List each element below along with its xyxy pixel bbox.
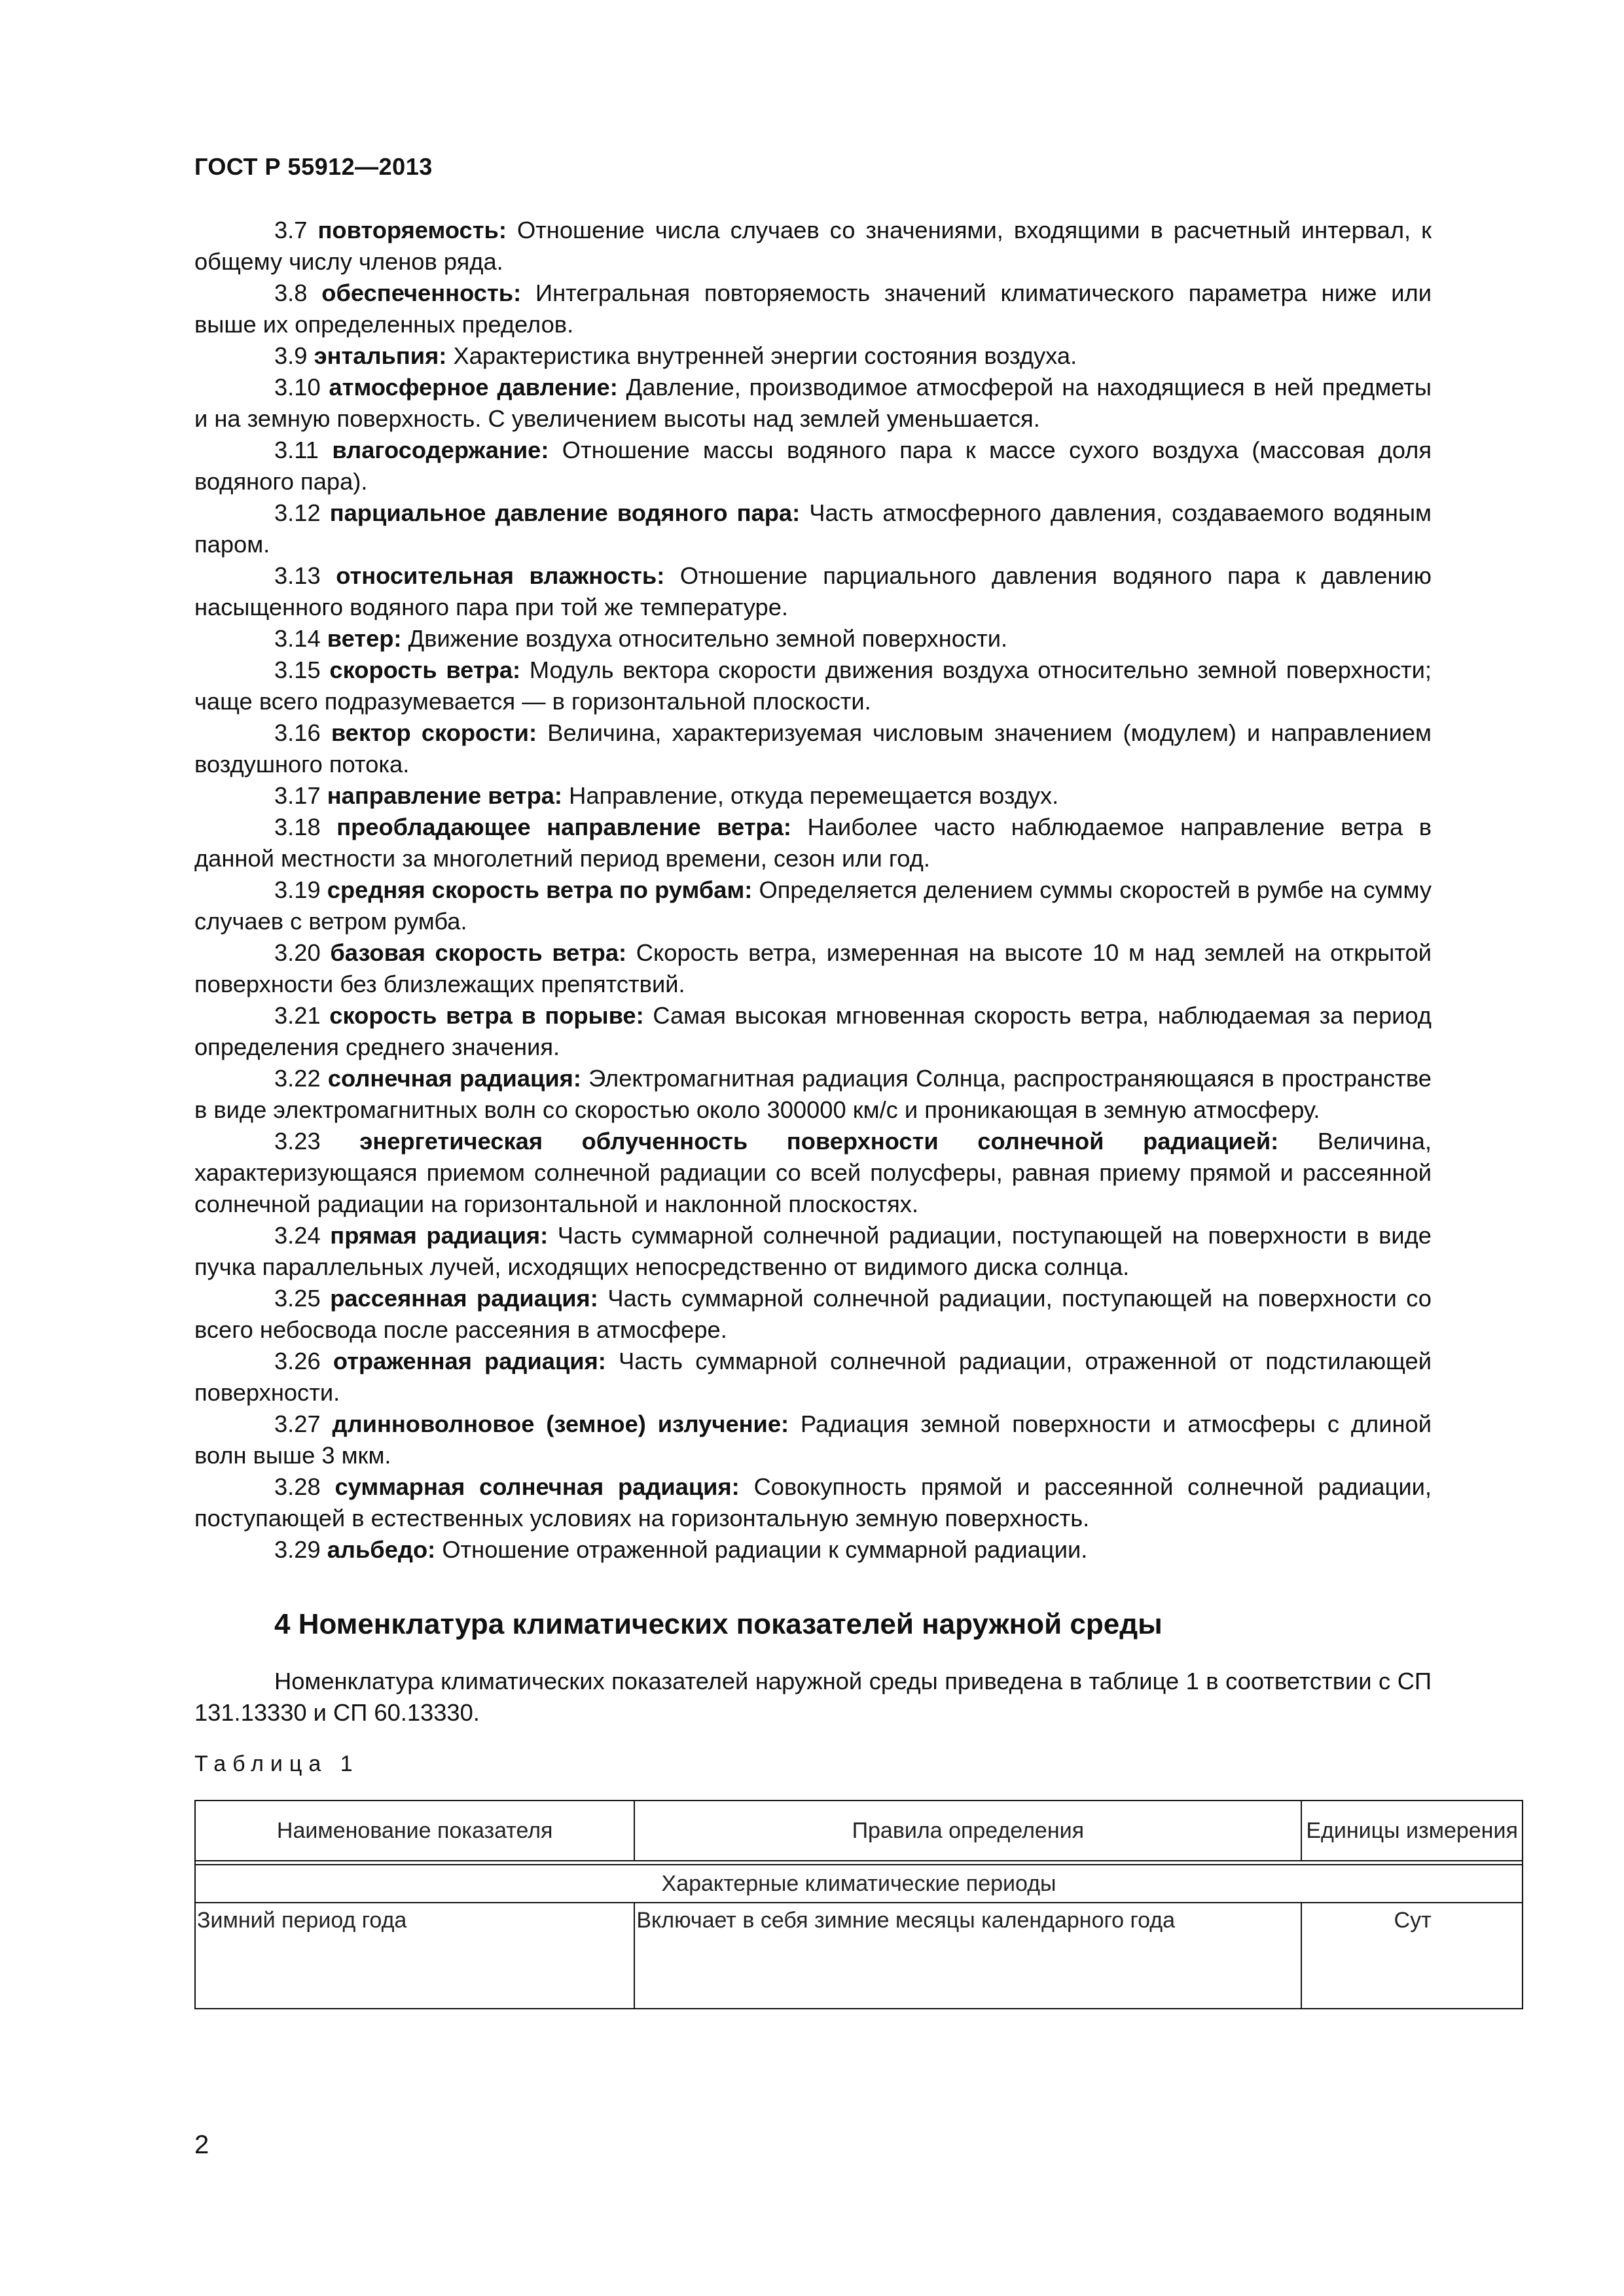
definition-term: энтальпия: <box>314 342 447 369</box>
definition-number: 3.26 <box>274 1348 321 1374</box>
definition-item <box>194 1000 1432 1063</box>
definitions-list <box>194 215 1432 1566</box>
nomenclature-table <box>194 1800 1523 2009</box>
definition-term: прямая радиация: <box>330 1222 549 1249</box>
table-header-rules: Правила определения <box>634 1801 1301 1861</box>
definition-item <box>194 780 1432 812</box>
document-header: ГОСТ Р 55912—2013 <box>194 153 433 180</box>
definition-text: Величина, характеризующаяся приемом солнечной радиации со всей полусферы, равная приему прямой и рассеянной солнечной радиации на горизонтальной и наклонной плоскостях. <box>194 1128 1432 1217</box>
definition-term: альбедо: <box>327 1536 436 1563</box>
definition-text: Наиболее часто наблюдаемое направление ветра в данной местности за многолетний период времени, сезон или год. <box>194 814 1432 872</box>
definition-term: ветер: <box>327 625 402 652</box>
definition-term: скорость ветра в порыве: <box>329 1002 644 1029</box>
definition-item <box>194 717 1432 780</box>
definition-term: преобладающее направление ветра: <box>336 814 791 840</box>
definition-number: 3.27 <box>274 1410 321 1437</box>
definition-number: 3.13 <box>274 562 321 589</box>
definition-item <box>194 1283 1432 1346</box>
definition-term: относительная влажность: <box>336 562 665 589</box>
definition-item <box>194 1534 1432 1566</box>
definition-number: 3.11 <box>274 437 319 463</box>
definition-number: 3.28 <box>274 1473 321 1500</box>
definition-number: 3.18 <box>274 814 321 840</box>
definition-text: Электромагнитная радиация Солнца, распространяющаяся в пространстве в виде электромагнитных волн со скоростью около 300000 км/с и проникающая в земную атмосферу. <box>194 1065 1432 1123</box>
definition-item <box>194 655 1432 717</box>
table-cell-indicator: Зимний период года <box>195 1903 634 2009</box>
definition-item <box>194 435 1432 497</box>
definition-item <box>194 278 1432 340</box>
definition-number: 3.20 <box>274 939 321 966</box>
table-header-indicator: Наименование показателя <box>195 1801 634 1861</box>
page-content <box>194 215 1518 2009</box>
definition-term: солнечная радиация: <box>327 1065 581 1092</box>
definition-term: влагосодержание: <box>332 437 549 463</box>
definition-text: Определяется делением суммы скоростей в румбе на сумму случаев с ветром румба. <box>194 876 1432 935</box>
table-caption: Таблица 1 <box>194 1751 359 1776</box>
definition-number: 3.22 <box>274 1065 321 1092</box>
definition-term: направление ветра: <box>327 782 563 809</box>
definition-text: Часть суммарной солнечной радиации, поступающей на поверхности в виде пучка параллельных лучей, исходящих непосредственно от видимого диска солнца. <box>194 1222 1432 1280</box>
definition-item <box>194 1346 1432 1408</box>
definition-item <box>194 497 1432 560</box>
definition-item <box>194 340 1432 372</box>
definition-term: обеспеченность: <box>321 279 522 306</box>
definition-term: парциальное давление водяного пара: <box>329 499 801 526</box>
table-cell-units: Сут <box>1301 1903 1523 2009</box>
definition-item <box>194 215 1432 278</box>
definition-text: Интегральная повторяемость значений климатического параметра ниже или выше их определенных пределов. <box>194 279 1432 338</box>
definition-text: Отношение числа случаев со значениями, входящими в расчетный интервал, к общему числу членов ряда. <box>194 217 1432 275</box>
definition-item <box>194 560 1432 623</box>
definition-number: 3.17 <box>274 782 321 809</box>
definition-text: Модуль вектора скорости движения воздуха относительно земной поверхности; чаще всего подразумевается — в горизонтальной плоскости. <box>194 656 1432 715</box>
definition-term: вектор скорости: <box>331 719 537 746</box>
page-number: 2 <box>194 2130 209 2159</box>
definition-number: 3.12 <box>274 499 321 526</box>
definition-item <box>194 1063 1432 1126</box>
definition-item <box>194 372 1432 435</box>
definition-number: 3.7 <box>274 217 308 243</box>
definition-number: 3.29 <box>274 1536 321 1563</box>
definition-item <box>194 937 1432 1000</box>
definition-item <box>194 812 1432 874</box>
definition-number: 3.19 <box>274 876 321 903</box>
definition-number: 3.15 <box>274 656 321 683</box>
definition-text: Отношение отраженной радиации к суммарной радиации. <box>442 1536 1088 1563</box>
definition-term: атмосферное давление: <box>329 374 618 401</box>
definition-text: Совокупность прямой и рассеянной солнечной радиации, поступающей в естественных условиях на горизонтальную земную поверхность. <box>194 1473 1432 1532</box>
definition-number: 3.16 <box>274 719 321 746</box>
definition-term: средняя скорость ветра по румбам: <box>327 876 753 903</box>
table-row <box>195 1903 1523 2009</box>
definition-number: 3.25 <box>274 1285 321 1312</box>
definition-number: 3.10 <box>274 374 321 401</box>
definition-number: 3.14 <box>274 625 321 652</box>
definition-text: Характеристика внутренней энергии состояния воздуха. <box>453 342 1077 369</box>
definition-number: 3.24 <box>274 1222 321 1249</box>
table-group-row: Характерные климатические периоды <box>195 1865 1523 1903</box>
definition-item <box>194 1471 1432 1534</box>
section-title: 4 Номенклатура климатических показателей наружной среды <box>274 1608 1163 1640</box>
definition-text: Движение воздуха относительно земной поверхности. <box>408 625 1008 652</box>
definition-number: 3.21 <box>274 1002 321 1029</box>
definition-term: энергетическая облученность поверхности солнечной радиацией: <box>359 1128 1279 1155</box>
definition-text: Направление, откуда перемещается воздух. <box>569 782 1059 809</box>
definition-number: 3.9 <box>274 342 308 369</box>
definition-term: отраженная радиация: <box>333 1348 606 1374</box>
table-cell-rules: Включает в себя зимние месяцы календарного года <box>634 1903 1301 2009</box>
definition-item <box>194 1220 1432 1283</box>
definition-text: Отношение парциального давления водяного пара к давлению насыщенного водяного пара при той же температуре. <box>194 562 1432 620</box>
definition-text: Часть атмосферного давления, создаваемого водяным паром. <box>194 499 1432 558</box>
definition-item <box>194 874 1432 937</box>
section-intro: Номенклатура климатических показателей наружной среды приведена в таблице 1 в соответствии с СП 131.13330 и СП 60.13330. <box>194 1668 1432 1726</box>
definition-item <box>194 1408 1432 1471</box>
definition-text: Величина, характеризуемая числовым значением (модулем) и направлением воздушного потока. <box>194 719 1432 778</box>
definition-term: длинноволновое (земное) излучение: <box>332 1410 789 1437</box>
definition-term: повторяемость: <box>317 217 507 243</box>
definition-text: Часть суммарной солнечной радиации, отраженной от подстилающей поверхности. <box>194 1348 1432 1406</box>
definition-text: Радиация земной поверхности и атмосферы с длиной волн выше 3 мкм. <box>194 1410 1432 1469</box>
definition-text: Часть суммарной солнечной радиации, поступающей на поверхности со всего небосвода после рассеяния в атмосфере. <box>194 1285 1432 1343</box>
definition-text: Давление, производимое атмосферой на находящиеся в ней предметы и на земную поверхность. С увеличением высоты над землей уменьшается. <box>194 374 1432 432</box>
table-header-units: Единицы измерения <box>1301 1801 1523 1861</box>
definition-number: 3.8 <box>274 279 308 306</box>
definition-item <box>194 623 1432 655</box>
definition-text: Скорость ветра, измеренная на высоте 10 м над землей на открытой поверхности без близлежащих препятствий. <box>194 939 1432 997</box>
definition-text: Отношение массы водяного пара к массе сухого воздуха (массовая доля водяного пара). <box>194 437 1432 495</box>
definition-item <box>194 1126 1432 1220</box>
definition-term: скорость ветра: <box>329 656 521 683</box>
definition-number: 3.23 <box>274 1128 321 1155</box>
definition-term: суммарная солнечная радиация: <box>334 1473 740 1500</box>
definition-term: рассеянная радиация: <box>330 1285 598 1312</box>
definition-term: базовая скорость ветра: <box>330 939 627 966</box>
definition-text: Самая высокая мгновенная скорость ветра, наблюдаемая за период определения среднего значения. <box>194 1002 1432 1060</box>
